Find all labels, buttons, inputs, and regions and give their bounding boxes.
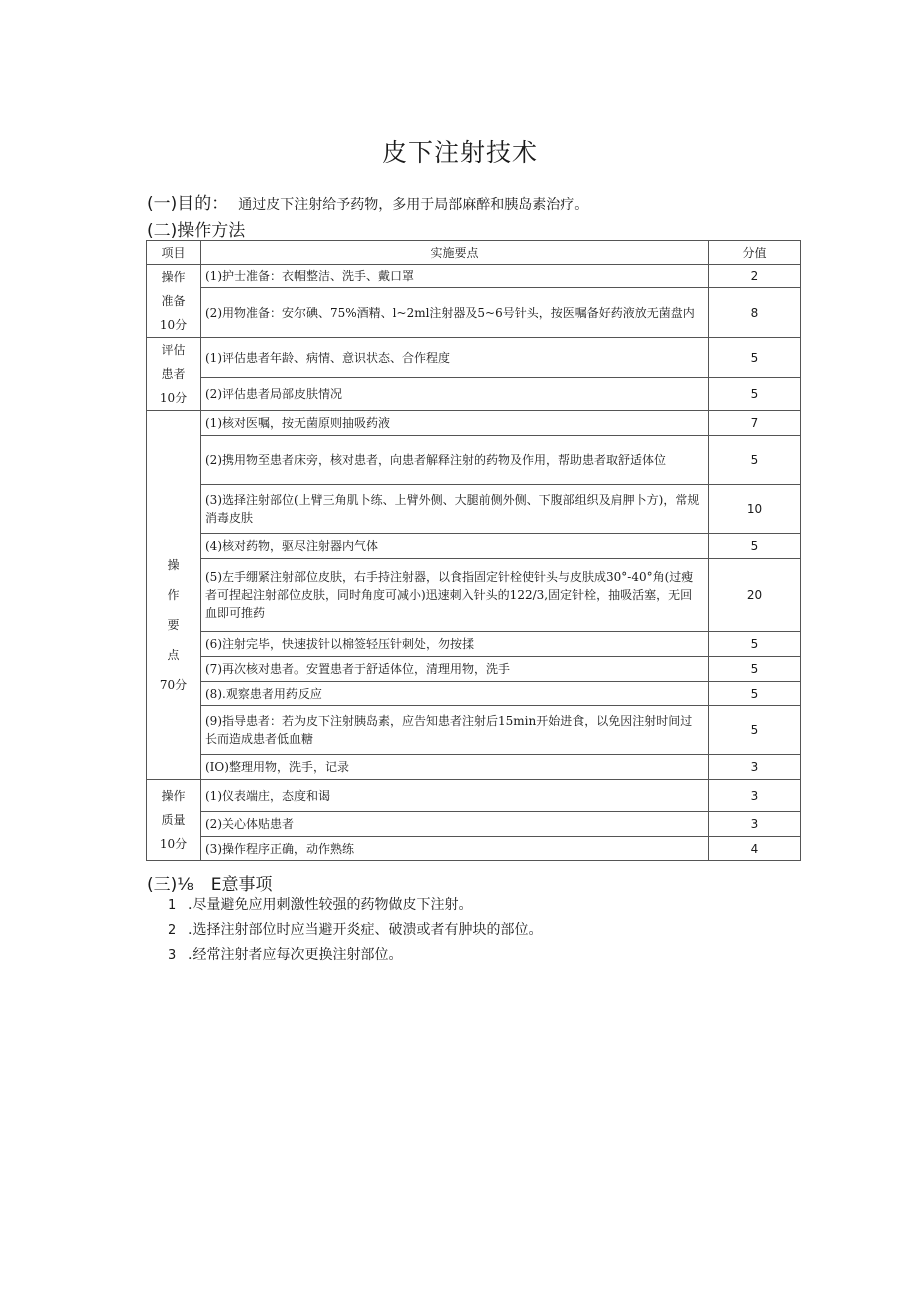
table-row (147, 632, 801, 657)
section-purpose-heading: (一)目的： (147, 194, 229, 214)
point-cell: (3)选择注射部位(上臂三角肌卜练、上臂外侧、大腿前侧外侧、下腹部组织及肩胛卜方)，常规消毒皮肤 (201, 485, 709, 534)
point-cell: (1)护士准备：衣帽整洁、洗手、戴口罩 (201, 265, 709, 288)
score-cell: 5 (709, 657, 801, 682)
item-line: 准备 (161, 294, 186, 308)
table-row (147, 837, 801, 861)
list-item (168, 893, 542, 918)
table-row (147, 265, 801, 288)
note-text: .经常注射者应每次更换注射部位。 (188, 947, 403, 963)
table-header-row (147, 241, 801, 265)
table-row (147, 436, 801, 485)
table-row (147, 657, 801, 682)
table-row (147, 780, 801, 812)
note-text: .尽量避免应用刺激性较强的药物做皮下注射。 (188, 897, 473, 913)
score-cell: 5 (709, 534, 801, 559)
score-cell: 5 (709, 682, 801, 706)
score-cell: 5 (709, 706, 801, 755)
point-cell: (8).观察患者用药反应 (201, 682, 709, 706)
header-point: 实施要点 (201, 241, 709, 265)
table-row (147, 706, 801, 755)
table-row (147, 485, 801, 534)
table-row (147, 411, 801, 436)
item-cell-preparation (147, 265, 201, 338)
item-cell-quality (147, 780, 201, 861)
point-cell: (2)用物准备：安尔碘、75%酒精、l~2ml注射器及5~6号针头，按医嘱备好药液放无菌盘内 (201, 288, 709, 338)
note-number: 1 (168, 898, 177, 913)
section-purpose-text: 通过皮下注射给予药物，多用于局部麻醉和胰岛素治疗。 (238, 197, 589, 213)
item-line: 评估 (161, 343, 186, 357)
table-row (147, 812, 801, 837)
item-cell-assessment (147, 338, 201, 411)
point-cell: (2)评估患者局部皮肤情况 (201, 378, 709, 411)
score-cell: 5 (709, 632, 801, 657)
point-cell: (1)评估患者年龄、病情、意识状态、合作程度 (201, 338, 709, 378)
item-line: 10分 (159, 318, 188, 332)
item-line: 要 (167, 618, 180, 632)
item-line: 10分 (159, 837, 188, 851)
note-number: 2 (168, 923, 177, 938)
item-cell-key-points (147, 411, 201, 780)
point-cell: (3)操作程序正确，动作熟练 (201, 837, 709, 861)
item-line: 质量 (161, 813, 186, 827)
point-cell: (1)仪表端庄，态度和谒 (201, 780, 709, 812)
score-cell: 5 (709, 436, 801, 485)
point-cell: (2)携用物至患者床旁，核对患者，向患者解释注射的药物及作用，帮助患者取舒适体位 (201, 436, 709, 485)
table-row (147, 755, 801, 780)
table-row (147, 534, 801, 559)
item-line: 操作 (161, 270, 186, 284)
point-cell: (1)核对医嘱，按无菌原则抽吸药液 (201, 411, 709, 436)
section-purpose (147, 189, 588, 214)
section-notes-heading: (三)⅛ E意事项 (147, 875, 273, 895)
procedure-table (146, 240, 801, 861)
note-number: 3 (168, 948, 177, 963)
point-cell: (5)左手绷紧注射部位皮肤，右手持注射器，以食指固定针栓使针头与皮肤成30°-40°角(过瘦者可捏起注射部位皮肤，同时角度可减小)迅速刺入针头的122/3,固定针栓，抽吸活塞，无回血即可推药 (201, 559, 709, 632)
item-line: 操 (167, 558, 180, 572)
page-title: 皮下注射技术 (381, 138, 538, 167)
score-cell: 3 (709, 812, 801, 837)
score-cell: 8 (709, 288, 801, 338)
item-line: 点 (167, 648, 180, 662)
item-line: 作 (167, 588, 180, 602)
point-cell: (4)核对药物，驱尽注射器内气体 (201, 534, 709, 559)
item-line: 患者 (161, 367, 186, 381)
score-cell: 10 (709, 485, 801, 534)
table-row (147, 378, 801, 411)
item-line: 操作 (161, 789, 186, 803)
item-line: 70分 (159, 678, 188, 692)
point-cell: (6)注射完毕，快速拔针以棉签轻压针刺处，勿按揉 (201, 632, 709, 657)
list-item (168, 943, 542, 968)
list-item (168, 918, 542, 943)
score-cell: 4 (709, 837, 801, 861)
score-cell: 3 (709, 780, 801, 812)
score-cell: 20 (709, 559, 801, 632)
point-cell: (7)再次核对患者。安置患者于舒适体位，清理用物，洗手 (201, 657, 709, 682)
item-line: 10分 (159, 391, 188, 405)
point-cell: (2)关心体贴患者 (201, 812, 709, 837)
note-text: .选择注射部位时应当避开炎症、破溃或者有肿块的部位。 (188, 922, 543, 938)
table-row (147, 338, 801, 378)
table-row (147, 559, 801, 632)
point-cell: (9)指导患者：若为皮下注射胰岛素，应告知患者注射后15min开始进食，以免因注射时间过长而造成患者低血糖 (201, 706, 709, 755)
notes-list (168, 893, 542, 968)
point-cell: (IO)整理用物，洗手，记录 (201, 755, 709, 780)
table-row (147, 682, 801, 706)
score-cell: 5 (709, 378, 801, 411)
score-cell: 7 (709, 411, 801, 436)
score-cell: 5 (709, 338, 801, 378)
header-score: 分值 (709, 241, 801, 265)
score-cell: 3 (709, 755, 801, 780)
table-row (147, 288, 801, 338)
score-cell: 2 (709, 265, 801, 288)
section-method-heading: (二)操作方法 (147, 221, 246, 241)
header-item: 项目 (147, 241, 201, 265)
